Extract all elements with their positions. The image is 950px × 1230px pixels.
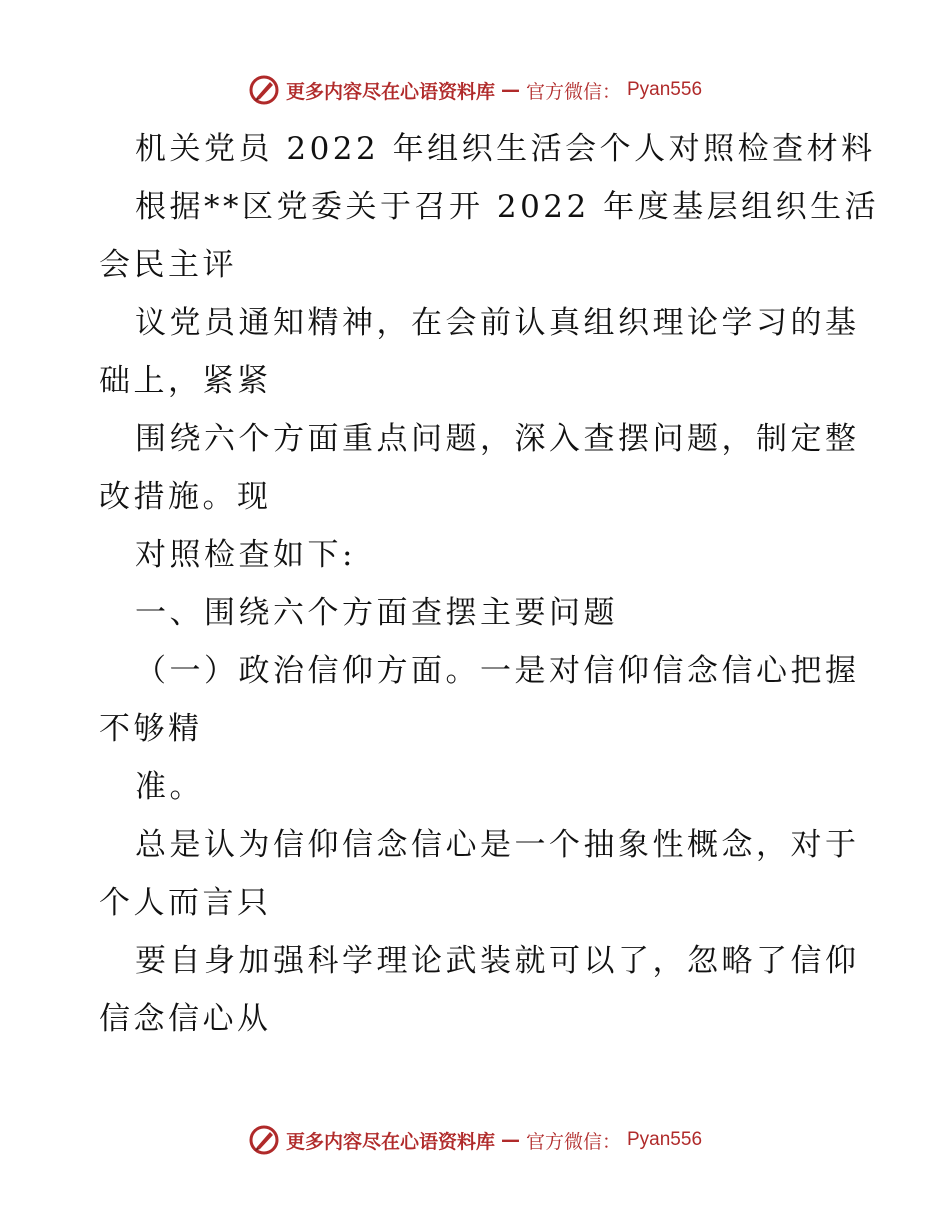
watermark-main-text: 更多内容尽在心语资料库 bbox=[285, 80, 495, 103]
watermark-id: Pyan556 bbox=[627, 79, 703, 100]
text-line: 围绕六个方面重点问题，深入查摆问题，制定整 bbox=[135, 421, 860, 457]
watermark-main-text: 更多内容尽在心语资料库 bbox=[285, 1130, 495, 1153]
text-line: 对照检查如下: bbox=[135, 537, 356, 573]
watermark-dash: — bbox=[500, 79, 520, 101]
watermark-id: Pyan556 bbox=[627, 1129, 703, 1150]
text-line: 础上，紧紧 bbox=[99, 363, 272, 399]
text-line: 总是认为信仰信念信心是一个抽象性概念，对于 bbox=[135, 827, 860, 863]
section-heading: 一、围绕六个方面查摆主要问题 bbox=[135, 595, 618, 631]
text-line: 个人而言只 bbox=[99, 885, 272, 921]
quill-logo-icon bbox=[248, 74, 280, 106]
footer-watermark bbox=[0, 1120, 950, 1160]
text-line: 要自身加强科学理论武装就可以了，忽略了信仰 bbox=[135, 943, 860, 979]
watermark-sub-text: 官方微信： bbox=[525, 80, 621, 103]
text-line: （一）政治信仰方面。一是对信仰信念信心把握 bbox=[135, 653, 860, 689]
text-line: 议党员通知精神，在会前认真组织理论学习的基 bbox=[135, 305, 860, 341]
text-line: 不够精 bbox=[99, 711, 203, 747]
document-title: 机关党员 2022 年组织生活会个人对照检查材料 bbox=[135, 131, 876, 167]
document-body bbox=[99, 120, 880, 1048]
watermark-dash: — bbox=[500, 1129, 520, 1151]
text-line: 改措施。现 bbox=[99, 479, 272, 515]
header-watermark bbox=[0, 70, 950, 110]
text-line: 会民主评 bbox=[99, 247, 237, 283]
text-line: 根据**区党委关于召开 2022 年度基层组织生活 bbox=[135, 189, 880, 225]
text-line: 信念信心从 bbox=[99, 1001, 272, 1037]
quill-logo-icon bbox=[248, 1124, 280, 1156]
watermark-sub-text: 官方微信： bbox=[525, 1130, 621, 1153]
text-line: 准。 bbox=[135, 769, 204, 805]
